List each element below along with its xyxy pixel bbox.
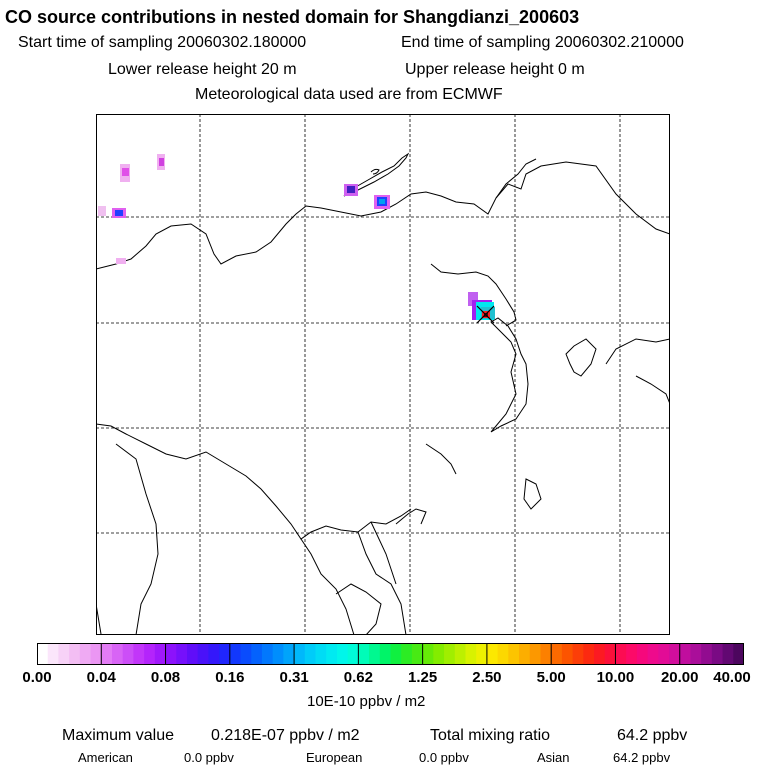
colorbar-cell xyxy=(219,643,230,665)
colorbar-cell xyxy=(690,643,701,665)
colorbar-cell xyxy=(123,643,134,665)
colorbar-cell xyxy=(626,643,637,665)
colorbar-cell xyxy=(658,643,669,665)
max-value: 0.218E-07 ppbv / m2 xyxy=(211,727,360,744)
plot-title: CO source contributions in nested domain for Shangdianzi_200603 xyxy=(5,7,580,27)
colorbar-cell xyxy=(733,643,744,665)
colorbar-cell xyxy=(198,643,209,665)
colorbar-cell xyxy=(283,643,294,665)
colorbar-cell xyxy=(112,643,123,665)
colorbar-cell xyxy=(562,643,573,665)
colorbar-cell xyxy=(176,643,187,665)
colorbar-cell xyxy=(251,643,262,665)
colorbar-cell xyxy=(444,643,455,665)
colorbar-cell xyxy=(58,643,69,665)
colorbar-tick-label: 40.00 xyxy=(713,669,751,686)
colorbar-cell xyxy=(701,643,712,665)
colorbar-tick-label: 0.62 xyxy=(343,669,373,686)
colorbar-tick-label: 0.16 xyxy=(215,669,245,686)
colorbar-tick-label: 20.00 xyxy=(660,669,699,686)
colorbar-tick-label: 10.00 xyxy=(596,669,635,686)
colorbar-cell xyxy=(648,643,659,665)
colorbar-cell xyxy=(48,643,59,665)
max-value-label: Maximum value xyxy=(62,727,175,744)
colorbar-cell xyxy=(583,643,594,665)
colorbar-cell xyxy=(573,643,584,665)
meteorological-data: Meteorological data used are from ECMWF xyxy=(195,86,503,103)
colorbar-cell xyxy=(262,643,273,665)
colorbar-cell xyxy=(433,643,444,665)
colorbar-cell xyxy=(637,643,648,665)
end-time: End time of sampling 20060302.210000 xyxy=(401,34,684,51)
colorbar-cell xyxy=(241,643,252,665)
colorbar-cell xyxy=(230,643,241,665)
colorbar-cell xyxy=(723,643,734,665)
colorbar-cell xyxy=(412,643,423,665)
colorbar-cell xyxy=(487,643,498,665)
colorbar-cell xyxy=(551,643,562,665)
colorbar-unit: 10E-10 ppbv / m2 xyxy=(307,693,426,710)
colorbar-tick-label: 0.04 xyxy=(86,669,116,686)
colorbar-cell xyxy=(594,643,605,665)
asian-value: 64.2 ppbv xyxy=(613,750,671,765)
total-mixing-value: 64.2 ppbv xyxy=(617,727,688,744)
colorbar-cell xyxy=(316,643,327,665)
colorbar-cell xyxy=(166,643,177,665)
colorbar-cell xyxy=(465,643,476,665)
colorbar-cell xyxy=(69,643,80,665)
colorbar-cell xyxy=(680,643,691,665)
colorbar-cell xyxy=(476,643,487,665)
asian-label: Asian xyxy=(537,750,570,765)
colorbar-cell xyxy=(187,643,198,665)
colorbar-cell xyxy=(508,643,519,665)
colorbar-cell xyxy=(348,643,359,665)
colorbar-cell xyxy=(380,643,391,665)
colorbar-cell xyxy=(369,643,380,665)
colorbar-cell xyxy=(401,643,412,665)
colorbar-cell xyxy=(615,643,626,665)
colorbar-tick-label: 0.00 xyxy=(22,669,52,686)
american-value: 0.0 ppbv xyxy=(184,750,234,765)
european-value: 0.0 ppbv xyxy=(419,750,469,765)
colorbar-cell xyxy=(155,643,166,665)
colorbar-cell xyxy=(391,643,402,665)
colorbar-cell xyxy=(144,643,155,665)
upper-release-height: Upper release height 0 m xyxy=(405,61,585,78)
colorbar-cell xyxy=(358,643,369,665)
source-contribution-map xyxy=(96,114,670,635)
colorbar-cell xyxy=(133,643,144,665)
colorbar-cell xyxy=(455,643,466,665)
colorbar-tick-label: 2.50 xyxy=(472,669,502,686)
colorbar-cell xyxy=(273,643,284,665)
colorbar xyxy=(37,643,744,665)
colorbar-cell xyxy=(605,643,616,665)
colorbar-cell xyxy=(712,643,723,665)
colorbar-cell xyxy=(294,643,305,665)
colorbar-cell xyxy=(91,643,102,665)
colorbar-tick-label: 1.25 xyxy=(408,669,438,686)
colorbar-cell xyxy=(498,643,509,665)
colorbar-tick-label: 5.00 xyxy=(536,669,566,686)
colorbar-cell xyxy=(101,643,112,665)
colorbar-cell xyxy=(519,643,530,665)
colorbar-tick-label: 0.31 xyxy=(279,669,309,686)
colorbar-cell xyxy=(423,643,434,665)
european-label: European xyxy=(306,750,363,765)
total-mixing-label: Total mixing ratio xyxy=(430,727,551,744)
colorbar-cell xyxy=(540,643,551,665)
colorbar-cell xyxy=(337,643,348,665)
start-time: Start time of sampling 20060302.180000 xyxy=(18,34,307,51)
colorbar-cell xyxy=(208,643,219,665)
colorbar-cell xyxy=(669,643,680,665)
colorbar-cell xyxy=(530,643,541,665)
colorbar-tick-label: 0.08 xyxy=(150,669,181,686)
colorbar-cell xyxy=(326,643,337,665)
map-frame xyxy=(97,115,670,635)
colorbar-cell xyxy=(37,643,48,665)
colorbar-cell xyxy=(305,643,316,665)
lower-release-height: Lower release height 20 m xyxy=(108,61,297,78)
colorbar-cell xyxy=(80,643,91,665)
american-label: American xyxy=(78,750,133,765)
